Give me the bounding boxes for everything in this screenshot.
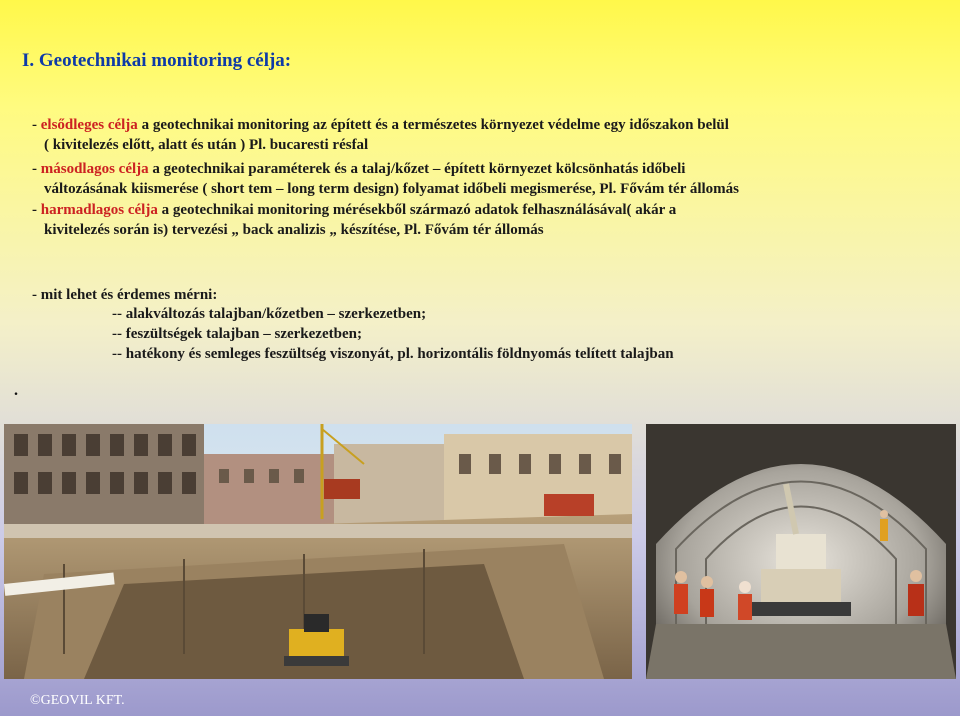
measure-heading: - mit lehet és érdemes mérni: xyxy=(32,287,218,303)
goal-tertiary-line2: kivitelezés során is) tervezési „ back analizis „ készítése, Pl. Fővám tér állomás xyxy=(44,222,544,238)
goal-tertiary-highlight: harmadlagos célja xyxy=(40,202,158,218)
measure-item: -- feszültségek talajban – szerkezetben; xyxy=(112,326,362,342)
goal-primary-highlight: elsődleges célja xyxy=(40,117,138,133)
slide-title: I. Geotechnikai monitoring célja: xyxy=(22,50,292,71)
bullet-dash: - xyxy=(32,117,41,133)
goal-secondary-line1 xyxy=(32,159,739,179)
tunnel-photo xyxy=(646,424,956,679)
goal-primary-line1 xyxy=(32,115,729,135)
measure-item: -- alakváltozás talajban/kőzetben – szerkezetben; xyxy=(112,306,427,322)
excavation-photo xyxy=(4,424,632,679)
excavation-photo-illustration xyxy=(4,424,632,679)
goal-primary xyxy=(32,115,729,155)
bullet-dash: - xyxy=(32,202,41,218)
goal-secondary-text: a geotechnikai paraméterek és a talaj/kőzet – épített környezet kölcsönhatás időbeli xyxy=(148,161,686,177)
goal-secondary-line2: változásának kiismerése ( short tem – long term design) folyamat időbeli megismerése, Pl. Fővám tér állomás xyxy=(44,181,740,197)
footer-copyright: ©GEOVIL KFT. xyxy=(30,693,125,708)
goal-tertiary-text: a geotechnikai monitoring mérésekből származó adatok felhasználásával( akár a xyxy=(157,202,677,218)
bullet-dash: - xyxy=(32,161,41,177)
goal-secondary-highlight: másodlagos célja xyxy=(40,161,149,177)
goal-tertiary xyxy=(32,200,676,240)
measure-item: -- hatékony és semleges feszültség viszonyát, pl. horizontális földnyomás telített talajban xyxy=(112,346,674,362)
goal-secondary xyxy=(32,159,739,199)
goal-tertiary-line1 xyxy=(32,200,676,220)
goal-primary-text: a geotechnikai monitoring az épített és a természetes környezet védelme egy időszakon belül xyxy=(137,117,729,133)
goal-primary-line2: ( kivitelezés előtt, alatt és után ) Pl. bucaresti résfal xyxy=(44,137,369,153)
tunnel-photo-illustration xyxy=(646,424,956,679)
stray-dot: . xyxy=(14,382,18,399)
